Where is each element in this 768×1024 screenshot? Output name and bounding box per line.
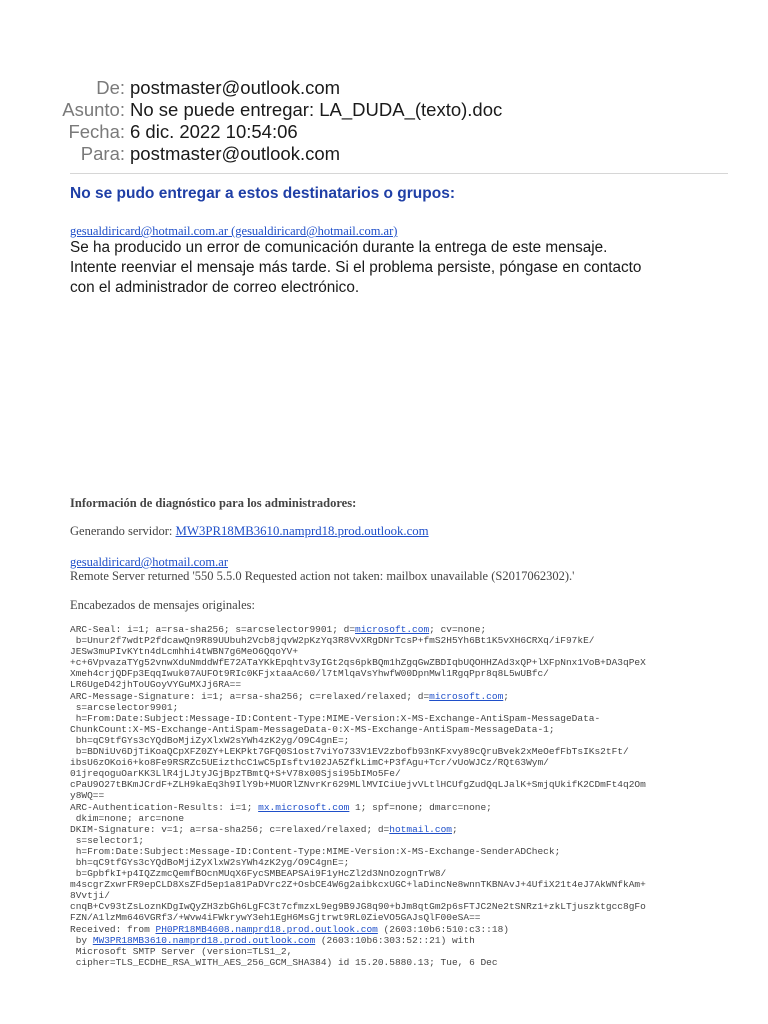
header-line: cPaU9O27tBKmJCrdF+ZLH9kaEq3h9IlY9b+MUORlZNvrKr629MLlMVICiUejvVLtlHCUfgZudQqLJalK+SmjqUkifK2CDmFt4q2Om <box>70 779 646 791</box>
header-domain-link[interactable]: MW3PR18MB3610.namprd18.prod.outlook.com <box>92 934 316 946</box>
recipient-link[interactable]: gesualdiricard@hotmail.com.ar (gesualdiricard@hotmail.com.ar) <box>70 224 398 238</box>
header-line: cnqB+Cv93tZsLoznKDgIwQyZH3zbGh6LgFC3t7cfmzxL9eg9B9JG8q90+bJm8qtGm2p6sFTJC2Ne2tSNRz1+zkLTjuszktgcc8gFo <box>70 901 646 913</box>
ndr-title: No se pudo entregar a estos destinatarios o grupos: <box>70 185 455 202</box>
header-domain-link[interactable]: microsoft.com <box>355 624 430 635</box>
header-line: ARC-Seal: i=1; a=rsa-sha256; s=arcselector9901; d=microsoft.com; cv=none; <box>70 624 487 635</box>
header-line: JESw3muPIvKYtn4dLcmhhi4tWBN7g6MeO6QqoYV+ <box>70 646 299 658</box>
diagnostic-title: Información de diagnóstico para los administradores: <box>70 496 357 510</box>
header-line: ibsU6zOKoi6+ko8Fe9RSRZc5UEizthcC1wC5pIsftv102JA5ZfkLimC+P3fAgu+Tcr/vUoWJCz/RQt63Wym/ <box>70 757 549 769</box>
header-line: m4scgrZxwrFR9epCLD8XsZFd5ep1a81PaDVrc2Z+OsbCE4W6g2aibkcxUGC+laDincNe8wnnTKBNAvJ+4UfiX21t4eJ7AkWNfkAm+ <box>70 879 646 891</box>
header-line: DKIM-Signature: v=1; a=rsa-sha256; c=relaxed/relaxed; d=hotmail.com; <box>70 823 458 835</box>
header-line: s=selector1; <box>70 834 145 846</box>
remote-server-error: Remote Server returned '550 5.5.0 Requested action not taken: mailbox unavailable (S2017062302).' <box>70 569 575 583</box>
header-line: Xmeh4crjQDFp3EqqIwuk07AUFOt9RIc0KFjxtaaAc60/l7tMlqaVsYhwfW00DpnMwl1RgqPpr8q8L5wUBfc/ <box>70 668 549 680</box>
date-value: 6 dic. 2022 10:54:06 <box>130 121 298 142</box>
header-line: ARC-Message-Signature: i=1; a=rsa-sha256; c=relaxed/relaxed; d=microsoft.com; <box>70 690 509 702</box>
header-line: cipher=TLS_ECDHE_RSA_WITH_AES_256_GCM_SHA384) id 15.20.5880.13; Tue, 6 Dec <box>70 956 498 968</box>
original-headers-title: Encabezados de mensajes originales: <box>70 598 255 612</box>
header-line: h=From:Date:Subject:Message-ID:Content-Type:MIME-Version:X-MS-Exchange-SenderADCheck; <box>70 845 561 857</box>
header-line: bh=qC9tfGYs3cYQdBoMjiZyXlxW2sYWh4zK2yg/O9C4gnE=; <box>70 734 350 746</box>
to-label: Para: <box>80 143 125 164</box>
error-message-line-3: con el administrador de correo electrónico. <box>70 279 360 296</box>
header-line: 8Vvtji/ <box>70 890 110 902</box>
header-domain-link[interactable]: mx.microsoft.com <box>258 801 350 813</box>
header-line: dkim=none; arc=none <box>70 812 185 824</box>
header-line: FZN/A1lzMm646VGRf3/+Wvw4iFWkrywY3eh1EgH6MsGjtrwt9RL0ZieVO5GAJsQlF00eSA== <box>70 912 481 924</box>
error-message-line-2: Intente reenviar el mensaje más tarde. Si el problema persiste, póngase en contacto <box>70 259 642 276</box>
header-line: 01jreqoguOarKK3LlR4jLJtyJGjBpzTBmtQ+S+V78x00Sjsi95bIMo5Fe/ <box>70 768 401 780</box>
header-line: b=Unur2f7wdtP2fdcawQn9R89UUbuh2Vcb8jqvW2pKzYq3R8VvXRgDNrTcsP+fmS2H5Yh6Bt1K5vXH6CRXq/iF97kE/ <box>70 635 595 647</box>
raw-headers-block <box>70 624 710 968</box>
date-label: Fecha: <box>68 121 125 142</box>
generating-server-label: Generando servidor: <box>70 524 176 538</box>
header-to-row <box>0 143 768 165</box>
header-line: by MW3PR18MB3610.namprd18.prod.outlook.com (2603:10b6:303:52::21) with <box>70 934 475 946</box>
header-line: Microsoft SMTP Server (version=TLS1_2, <box>70 945 293 957</box>
header-line: bh=qC9tfGYs3cYQdBoMjiZyXlxW2sYWh4zK2yg/O9C4gnE=; <box>70 856 350 868</box>
header-line: +c+6VpvazaTYg52vnwXduNmddWfE72ATaYKkEpqhtv3yIGt2qs6pkBQm1hZgqGwZBDIqbUQOHHZAd3xQP+lXFpNnx1VoB+DA3qPeX <box>70 657 646 669</box>
header-from-row <box>0 77 768 99</box>
header-line: LR6UgeD42jhToUGoyVYGuMXJj6RA== <box>70 679 242 691</box>
header-line: s=arcselector9901; <box>70 701 179 713</box>
header-line: y8WQ== <box>70 790 105 802</box>
header-line: b=GpbfkI+p4IQZzmcQemfBOcnMUqX6FycSMBEAPSAi9F1yHcZl2d3NnOzognTrW8/ <box>70 868 447 880</box>
header-line: h=From:Date:Subject:Message-ID:Content-Type:MIME-Version:X-MS-Exchange-AntiSpam-MessageData- <box>70 712 601 724</box>
from-value[interactable]: postmaster@outlook.com <box>130 77 341 98</box>
to-value[interactable]: postmaster@outlook.com <box>130 143 341 164</box>
generating-server-link[interactable]: MW3PR18MB3610.namprd18.prod.outlook.com <box>175 524 429 538</box>
header-domain-link[interactable]: hotmail.com <box>389 823 452 835</box>
header-line: b=BDNiUv6DjTiKoaQCpXFZ0ZY+LEKPkt7GFQ0S1ost7viYo733V1EV2zbofb93nKFxvy89cQruBvek2xMeOefFbTsIKs2tFt/ <box>70 746 629 758</box>
header-line: ARC-Authentication-Results: i=1; mx.microsoft.com 1; spf=none; dmarc=none; <box>70 801 492 813</box>
header-line: ChunkCount:X-MS-Exchange-AntiSpam-MessageData-0:X-MS-Exchange-AntiSpam-MessageData-1; <box>70 723 555 735</box>
error-message-line-1: Se ha producido un error de comunicación durante la entrega de este mensaje. <box>70 239 608 256</box>
generating-server-line <box>70 524 429 539</box>
header-line: Received: from PH0PR18MB4608.namprd18.prod.outlook.com (2603:10b6:510:c3::18) <box>70 923 509 935</box>
error-message <box>70 238 730 298</box>
diagnostic-recipient-link[interactable]: gesualdiricard@hotmail.com.ar <box>70 555 228 569</box>
from-label: De: <box>96 77 125 98</box>
header-divider <box>70 173 728 174</box>
header-date-row <box>0 121 768 143</box>
header-domain-link[interactable]: PH0PR18MB4608.namprd18.prod.outlook.com <box>155 923 378 935</box>
subject-value: No se puede entregar: LA_DUDA_(texto).doc <box>130 99 503 120</box>
header-subject-row <box>0 99 768 121</box>
subject-label: Asunto: <box>62 99 125 120</box>
header-domain-link[interactable]: microsoft.com <box>429 690 504 702</box>
